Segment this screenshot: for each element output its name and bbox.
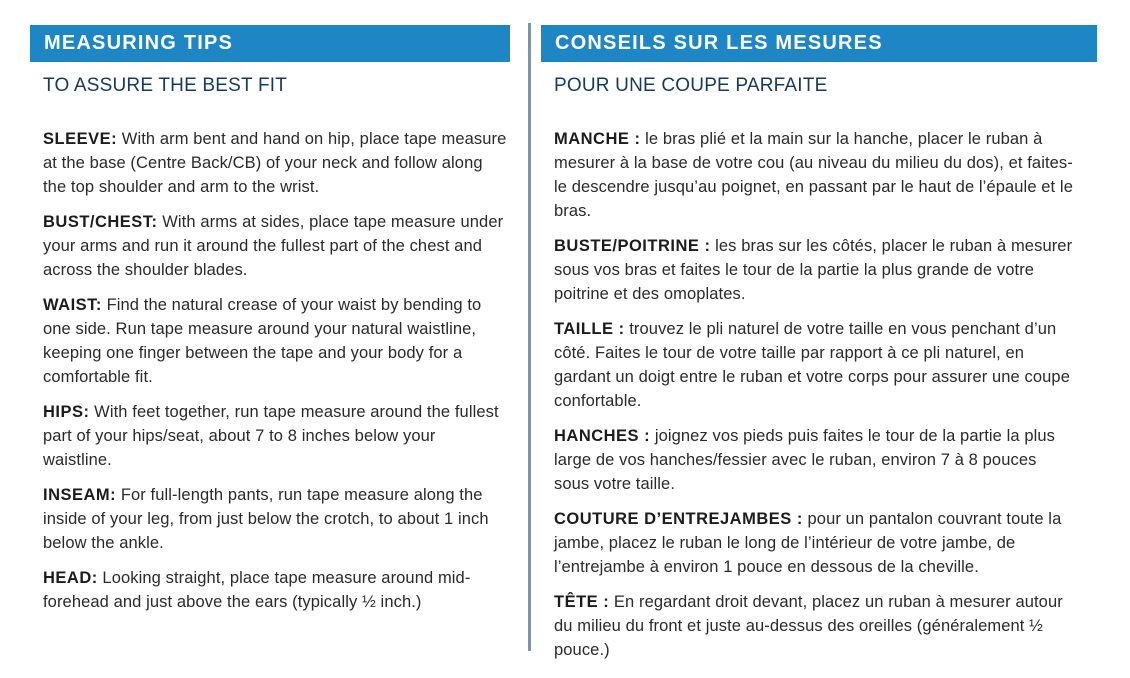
tip-waist-text: Find the natural crease of your waist by bending to one side. Run tape measure around your natural waistline, keeping one finger between the tape and your body for a comfortable fit. <box>43 296 482 386</box>
tip-head-label: HEAD: <box>43 569 98 587</box>
tip-hanches-label: HANCHES : <box>554 427 651 445</box>
column-divider <box>528 23 531 651</box>
tip-manche <box>554 127 1074 223</box>
tip-couture-entrejambes-label: COUTURE D’ENTREJAMBES : <box>554 510 803 528</box>
tip-bust-chest-label: BUST/CHEST: <box>43 213 158 231</box>
tip-tete-text: En regardant droit devant, placez un ruban à mesurer autour du milieu du front et juste au-dessus des oreilles (généralement ½ pouce.) <box>554 593 1063 659</box>
tip-manche-text: le bras plié et la main sur la hanche, placer le ruban à mesurer à la base de votre cou (au niveau du milieu du dos), et faites-le descendre jusqu’au poignet, en passant par le haut de l’épaule et le bras. <box>554 130 1073 220</box>
tip-bust-chest-text: With arms at sides, place tape measure under your arms and run it around the fullest part of the chest and across the shoulder blades. <box>43 213 504 279</box>
tip-couture-entrejambes <box>554 507 1074 579</box>
tip-sleeve-label: SLEEVE: <box>43 130 118 148</box>
tip-hanches-text: joignez vos pieds puis faites le tour de la partie la plus large de vos hanches/fessier avec le ruban, environ 7 à 8 pouces sous votre taille. <box>554 427 1056 493</box>
tip-hips-label: HIPS: <box>43 403 90 421</box>
tip-tete <box>554 590 1074 662</box>
column-french <box>541 25 1097 673</box>
english-header-title: MEASURING TIPS <box>44 32 234 54</box>
tip-waist <box>43 293 508 389</box>
tip-manche-label: MANCHE : <box>554 130 641 148</box>
tip-bust-chest <box>43 210 508 282</box>
english-header-bar <box>30 25 510 62</box>
tip-hips <box>43 400 508 472</box>
tip-buste-poitrine-label: BUSTE/POITRINE : <box>554 237 711 255</box>
tip-hanches <box>554 424 1074 496</box>
french-tips-list <box>554 127 1074 662</box>
tip-inseam <box>43 483 508 555</box>
french-header-bar <box>541 25 1097 62</box>
tip-buste-poitrine-text: les bras sur les côtés, placer le ruban à mesurer sous vos bras et faites le tour de la partie la plus grande de votre poitrine et des omoplates. <box>554 237 1073 303</box>
french-header-title: CONSEILS SUR LES MESURES <box>555 32 883 54</box>
tip-taille-label: TAILLE : <box>554 320 625 338</box>
tip-head-text: Looking straight, place tape measure around mid-forehead and just above the ears (typically ½ inch.) <box>43 569 471 611</box>
tip-couture-entrejambes-text: pour un pantalon couvrant toute la jambe, placez le ruban le long de l’intérieur de votre jambe, de l’entrejambe à environ 1 pouce en dessous de la cheville. <box>554 510 1062 576</box>
english-tips-list <box>43 127 508 614</box>
tip-buste-poitrine <box>554 234 1074 306</box>
tip-inseam-label: INSEAM: <box>43 486 117 504</box>
tip-waist-label: WAIST: <box>43 296 102 314</box>
french-subtitle: POUR UNE COUPE PARFAITE <box>554 75 828 96</box>
tip-inseam-text: For full-length pants, run tape measure along the inside of your leg, from just below the crotch, to about 1 inch below the ankle. <box>43 486 489 552</box>
tip-sleeve-text: With arm bent and hand on hip, place tape measure at the base (Centre Back/CB) of your neck and follow along the top shoulder and arm to the wrist. <box>43 130 507 196</box>
column-english <box>30 25 510 625</box>
tip-taille-text: trouvez le pli naturel de votre taille en vous penchant d’un côté. Faites le tour de votre taille par rapport à ce pli naturel, en gardant un doigt entre le ruban et votre corps pour assurer une coupe confortable. <box>554 320 1070 410</box>
tip-head <box>43 566 508 614</box>
english-subtitle: TO ASSURE THE BEST FIT <box>43 75 288 96</box>
tip-tete-label: TÊTE : <box>554 593 610 611</box>
tip-sleeve <box>43 127 508 199</box>
tip-hips-text: With feet together, run tape measure around the fullest part of your hips/seat, about 7 to 8 inches below your waistline. <box>43 403 499 469</box>
tip-taille <box>554 317 1074 413</box>
